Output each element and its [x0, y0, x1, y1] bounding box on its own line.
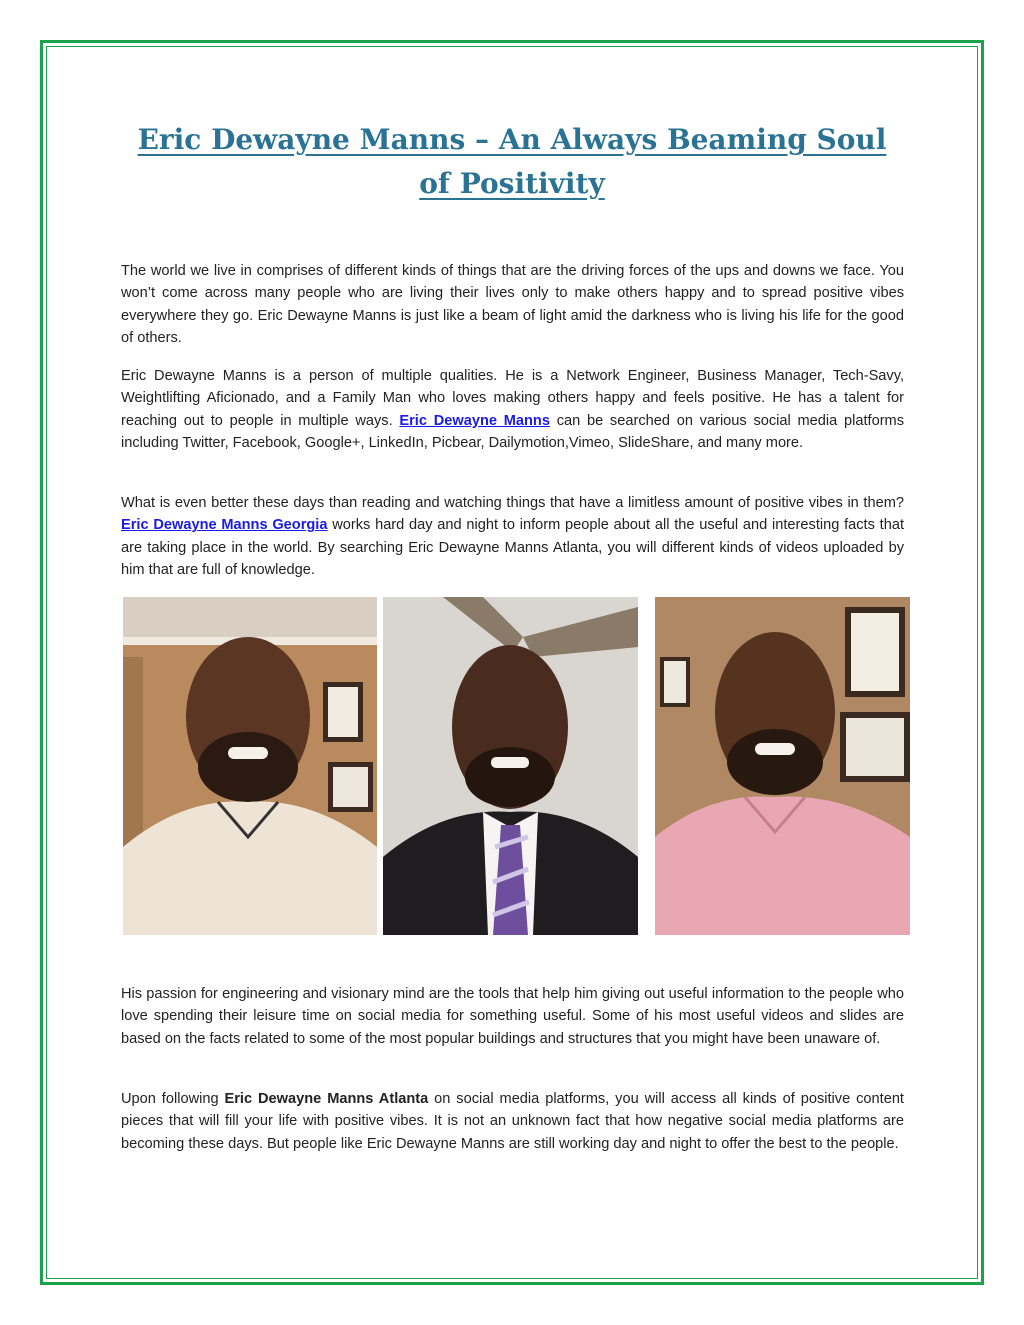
paragraph-qualities-after: can be searched on various social media platforms including Twitter, Facebook, Google+, LinkedIn, Picbear, Dailymotion,Vimeo, SlideShare, and many more. [121, 412, 905, 452]
paragraph-intro-text: The world we live in comprises of different kinds of things that are the driving forces of the ups and downs we face. You won’t come across many people who are living their lives only to make others happy and to spread positive vibes everywhere they go. Eric Dewayne Manns is just like a beam of light amid the darkness who is living his life for the good of others. [121, 263, 904, 347]
photo-portrait-beige-polo [123, 597, 377, 935]
paragraph-social-media-after: on social media platforms, you will access all kinds of positive content pieces that will fill your life with positive vibes. It is not an unknown fact that how negative social media platforms are becoming these days. But people like Eric Dewayne Manns are still working day and night to offer the best to the people. [121, 1091, 904, 1152]
paragraph-qualities [121, 365, 904, 455]
paragraph-intro [121, 260, 904, 350]
eric-dewayne-manns-link[interactable]: Eric Dewayne Manns [399, 412, 550, 429]
paragraph-social-media [121, 1088, 904, 1155]
photo-portrait-suit-tie [383, 597, 638, 935]
paragraph-positive-vibes-after: works hard day and night to inform people about all the useful and interesting facts that are taking place in the world. By searching Eric Dewayne Manns Atlanta, you will different kinds of videos uploaded by him that are full of knowledge. [121, 517, 904, 579]
paragraph-positive-vibes-before: What is even better these days than reading and watching things that have a limitless amount of positive vibes in them? [121, 495, 904, 511]
paragraph-engineering-passion [121, 983, 904, 1050]
paragraph-positive-vibes [121, 492, 904, 582]
photo-portrait-pink-shirt [655, 597, 910, 935]
paragraph-social-media-before: Upon following [121, 1091, 225, 1107]
eric-dewayne-manns-georgia-link[interactable]: Eric Dewayne Manns Georgia [121, 517, 328, 534]
paragraph-engineering-passion-text: His passion for engineering and visionary mind are the tools that help him giving out useful information to the people who love spending their leisure time on social media for something useful. Some of his most useful videos and slides are based on the facts related to some of the most popular buildings and structures that you might have been unaware of. [121, 986, 904, 1047]
paragraph-qualities-before: Eric Dewayne Manns is a person of multiple qualities. He is a Network Engineer, Business Manager, Tech-Savy, Weightlifting Aficionado, and a Family Man who loves making others happy and feels positive. He has a talent for reaching out to people in multiple ways. [121, 368, 904, 429]
page-title: Eric Dewayne Manns – An Always Beaming Soul of Positivity [137, 123, 887, 200]
eric-dewayne-manns-atlanta-bold: Eric Dewayne Manns Atlanta [224, 1091, 429, 1107]
